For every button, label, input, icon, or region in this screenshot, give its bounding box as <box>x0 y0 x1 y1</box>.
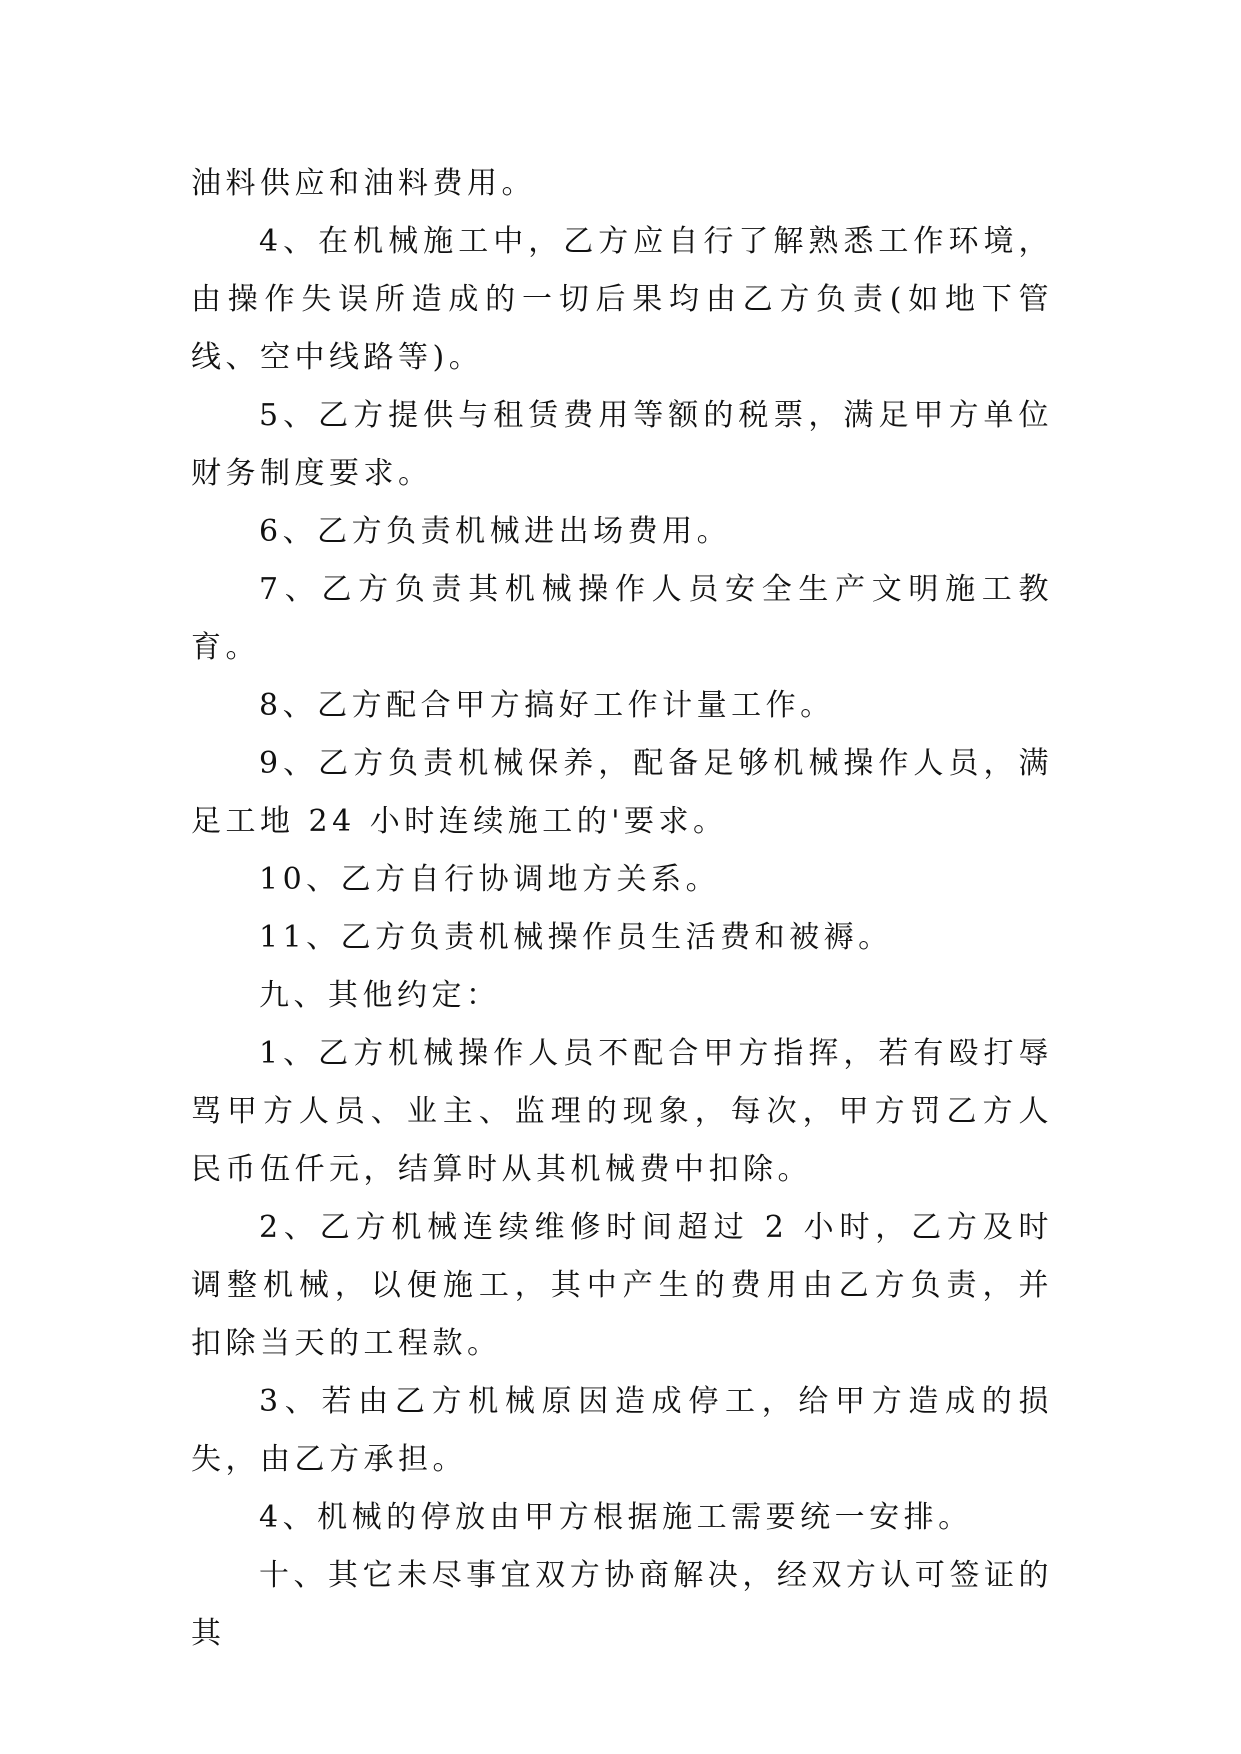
paragraph-clause-4: 4、在机械施工中，乙方应自行了解熟悉工作环境，由操作失误所造成的一切后果均由乙方负责(如地下管线、空中线路等)。 <box>191 224 1053 375</box>
paragraph-agreement-4: 4、机械的停放由甲方根据施工需要统一安排。 <box>259 1500 973 1535</box>
paragraph-clause-5: 5、乙方提供与租赁费用等额的税票，满足甲方单位财务制度要求。 <box>191 398 1053 491</box>
paragraph-agreement-1: 1、乙方机械操作人员不配合甲方指挥，若有殴打辱骂甲方人员、业主、监理的现象，每次，甲方罚乙方人民币伍仟元，结算时从其机械费中扣除。 <box>191 1036 1053 1187</box>
paragraph-clause-10: 10、乙方自行协调地方关系。 <box>259 862 721 897</box>
section-heading-other-agreements: 九、其他约定： <box>259 978 501 1013</box>
section-heading-misc: 十、其它未尽事宜双方协商解决，经双方认可签证的其 <box>191 1558 1053 1651</box>
paragraph-clause-8: 8、乙方配合甲方搞好工作计量工作。 <box>259 688 835 723</box>
paragraph-clause-7: 7、乙方负责其机械操作人员安全生产文明施工教育。 <box>191 572 1053 665</box>
paragraph-clause-6: 6、乙方负责机械进出场费用。 <box>259 514 732 549</box>
paragraph-continuation: 油料供应和油料费用。 <box>191 166 536 201</box>
paragraph-clause-9: 9、乙方负责机械保养，配备足够机械操作人员，满足工地 24 小时连续施工的'要求。 <box>191 746 1053 839</box>
paragraph-clause-11: 11、乙方负责机械操作员生活费和被褥。 <box>259 920 893 955</box>
document-body <box>191 155 1053 1663</box>
paragraph-agreement-3: 3、若由乙方机械原因造成停工，给甲方造成的损失，由乙方承担。 <box>191 1384 1053 1477</box>
paragraph-agreement-2: 2、乙方机械连续维修时间超过 2 小时，乙方及时调整机械，以便施工，其中产生的费用由乙方负责，并扣除当天的工程款。 <box>191 1210 1053 1361</box>
